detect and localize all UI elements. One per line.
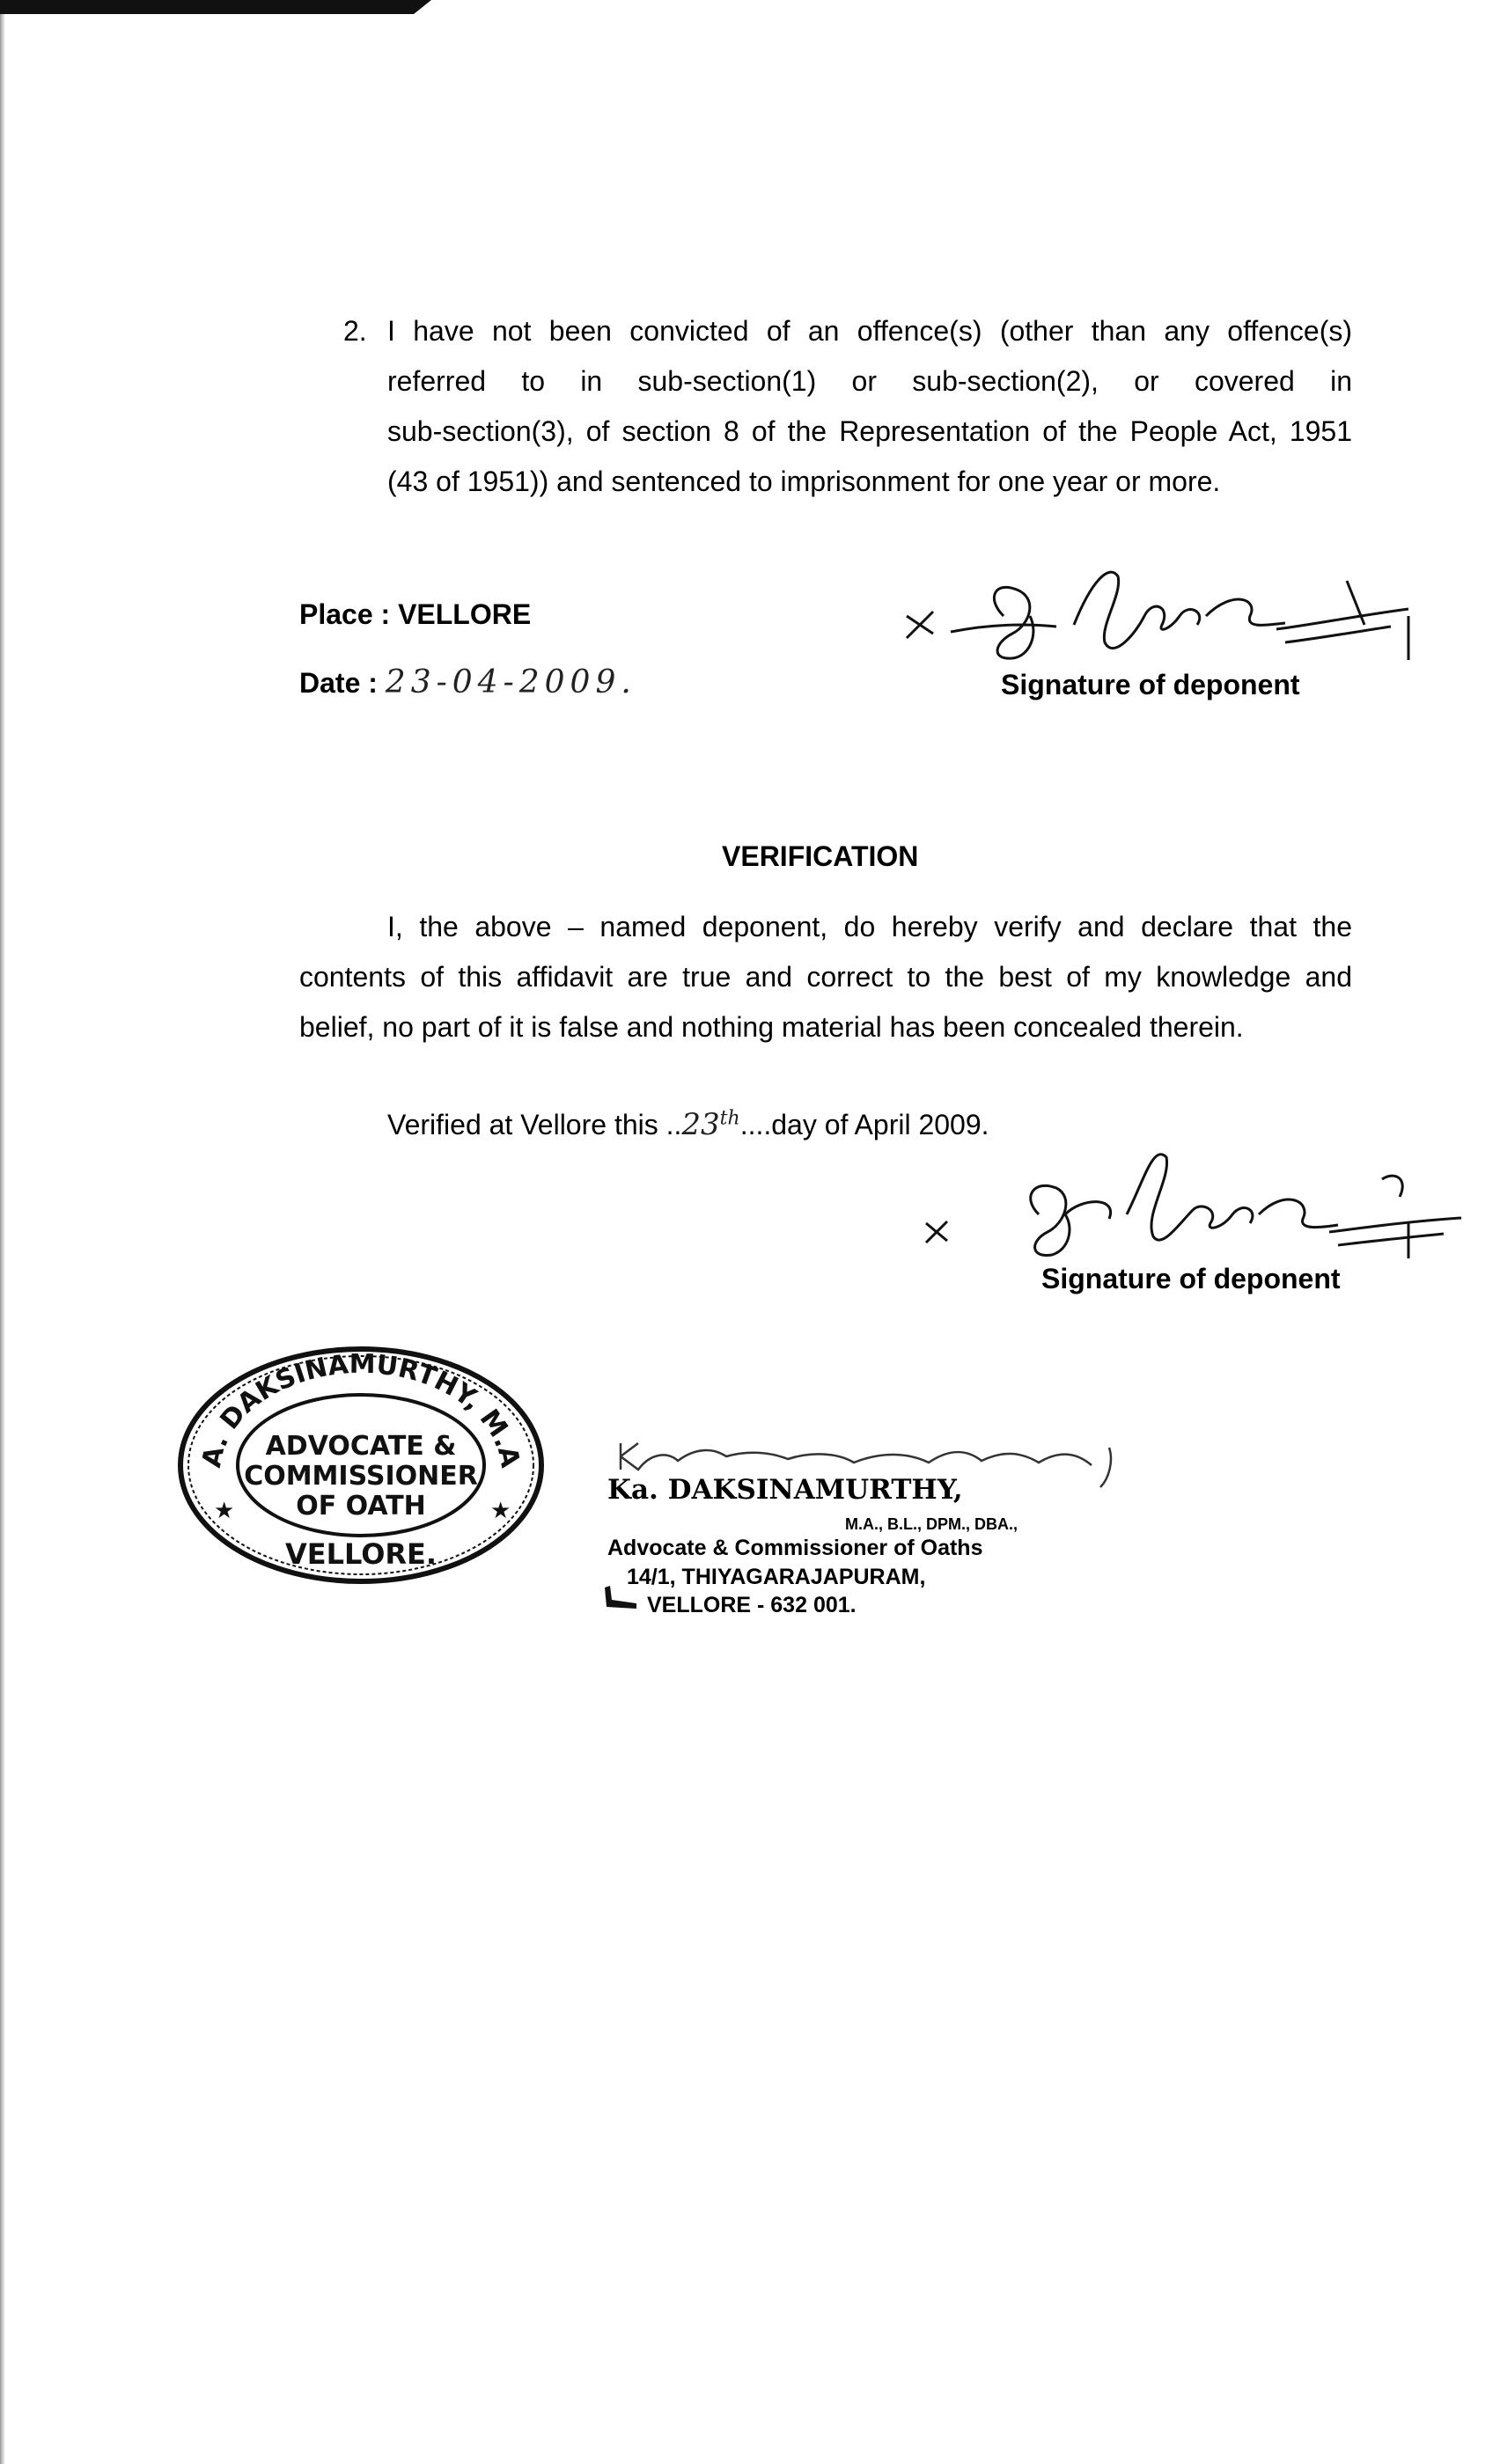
- clause-line: I have not been convicted of an offence(s) (other than any offence(s): [387, 315, 1352, 347]
- signature-2-caption: Signature of deponent: [1041, 1263, 1341, 1294]
- verification-line: I, the above – named deponent, do hereby verify and declare that the: [387, 911, 1352, 942]
- address-mark-icon: [603, 1584, 638, 1610]
- clause-line: (43 of 1951)) and sentenced to imprisonment for one year or more.: [387, 466, 1221, 497]
- stamp-line-2: COMMISSIONER: [244, 1461, 478, 1492]
- verification-heading: VERIFICATION: [722, 840, 919, 872]
- date-label: Date :: [299, 667, 386, 699]
- scan-edge: [0, 0, 5, 2464]
- clause-number: 2.: [343, 315, 367, 347]
- verification-line: contents of this affidavit are true and correct to the best of my knowledge and: [299, 961, 1352, 993]
- notary-address-2: VELLORE - 632 001.: [647, 1593, 857, 1617]
- verification-line: belief, no part of it is false and nothing material has been concealed therein.: [299, 1011, 1244, 1043]
- scan-corner-mark: [0, 0, 431, 14]
- date-line: [299, 664, 636, 700]
- notary-name-prefix: Ka.: [607, 1474, 668, 1506]
- verification-text: [299, 902, 1352, 1052]
- stamp-star-left-icon: ★: [214, 1497, 235, 1523]
- notary-degrees: M.A., B.L., DPM., DBA.,: [845, 1515, 1018, 1533]
- verified-line: [387, 1107, 989, 1142]
- stamp-top-arc: KA. DAKSINAMURTHY, M.A.,: [161, 1318, 526, 1471]
- stamp-line-1: ADVOCATE &: [265, 1431, 457, 1462]
- notary-name-line: [607, 1474, 963, 1506]
- place-line: [299, 598, 531, 631]
- clause-line: referred to in sub-section(1) or sub-section(2), or covered in: [387, 365, 1352, 397]
- verified-prefix: Verified at Vellore this ..: [387, 1109, 682, 1140]
- date-handwritten: 23-04-2009.: [385, 664, 636, 700]
- stamp-star-right-icon: ★: [490, 1497, 511, 1523]
- notary-title: Advocate & Commissioner of Oaths: [607, 1536, 983, 1560]
- place-value: VELLORE: [398, 598, 532, 630]
- stamp-bottom: VELLORE.: [284, 1537, 438, 1571]
- place-label: Place :: [299, 598, 399, 630]
- signature-2: [915, 1126, 1479, 1267]
- clause-line: sub-section(3), of section 8 of the Representation of the People Act, 1951: [387, 415, 1352, 447]
- advocate-stamp: [161, 1318, 550, 1588]
- verified-day: 23: [681, 1107, 720, 1142]
- stamp-line-3: OF OATH: [296, 1491, 426, 1522]
- signature-1-caption: Signature of deponent: [1001, 669, 1300, 700]
- notary-name: DAKSINAMURTHY,: [667, 1474, 963, 1506]
- clause-2-text: [387, 306, 1352, 507]
- signature-1: [898, 528, 1461, 669]
- verified-rest: ....day of April 2009.: [739, 1109, 989, 1140]
- verified-day-suffix: th: [719, 1107, 740, 1130]
- notary-address-1: 14/1, THIYAGARAJAPURAM,: [627, 1565, 926, 1589]
